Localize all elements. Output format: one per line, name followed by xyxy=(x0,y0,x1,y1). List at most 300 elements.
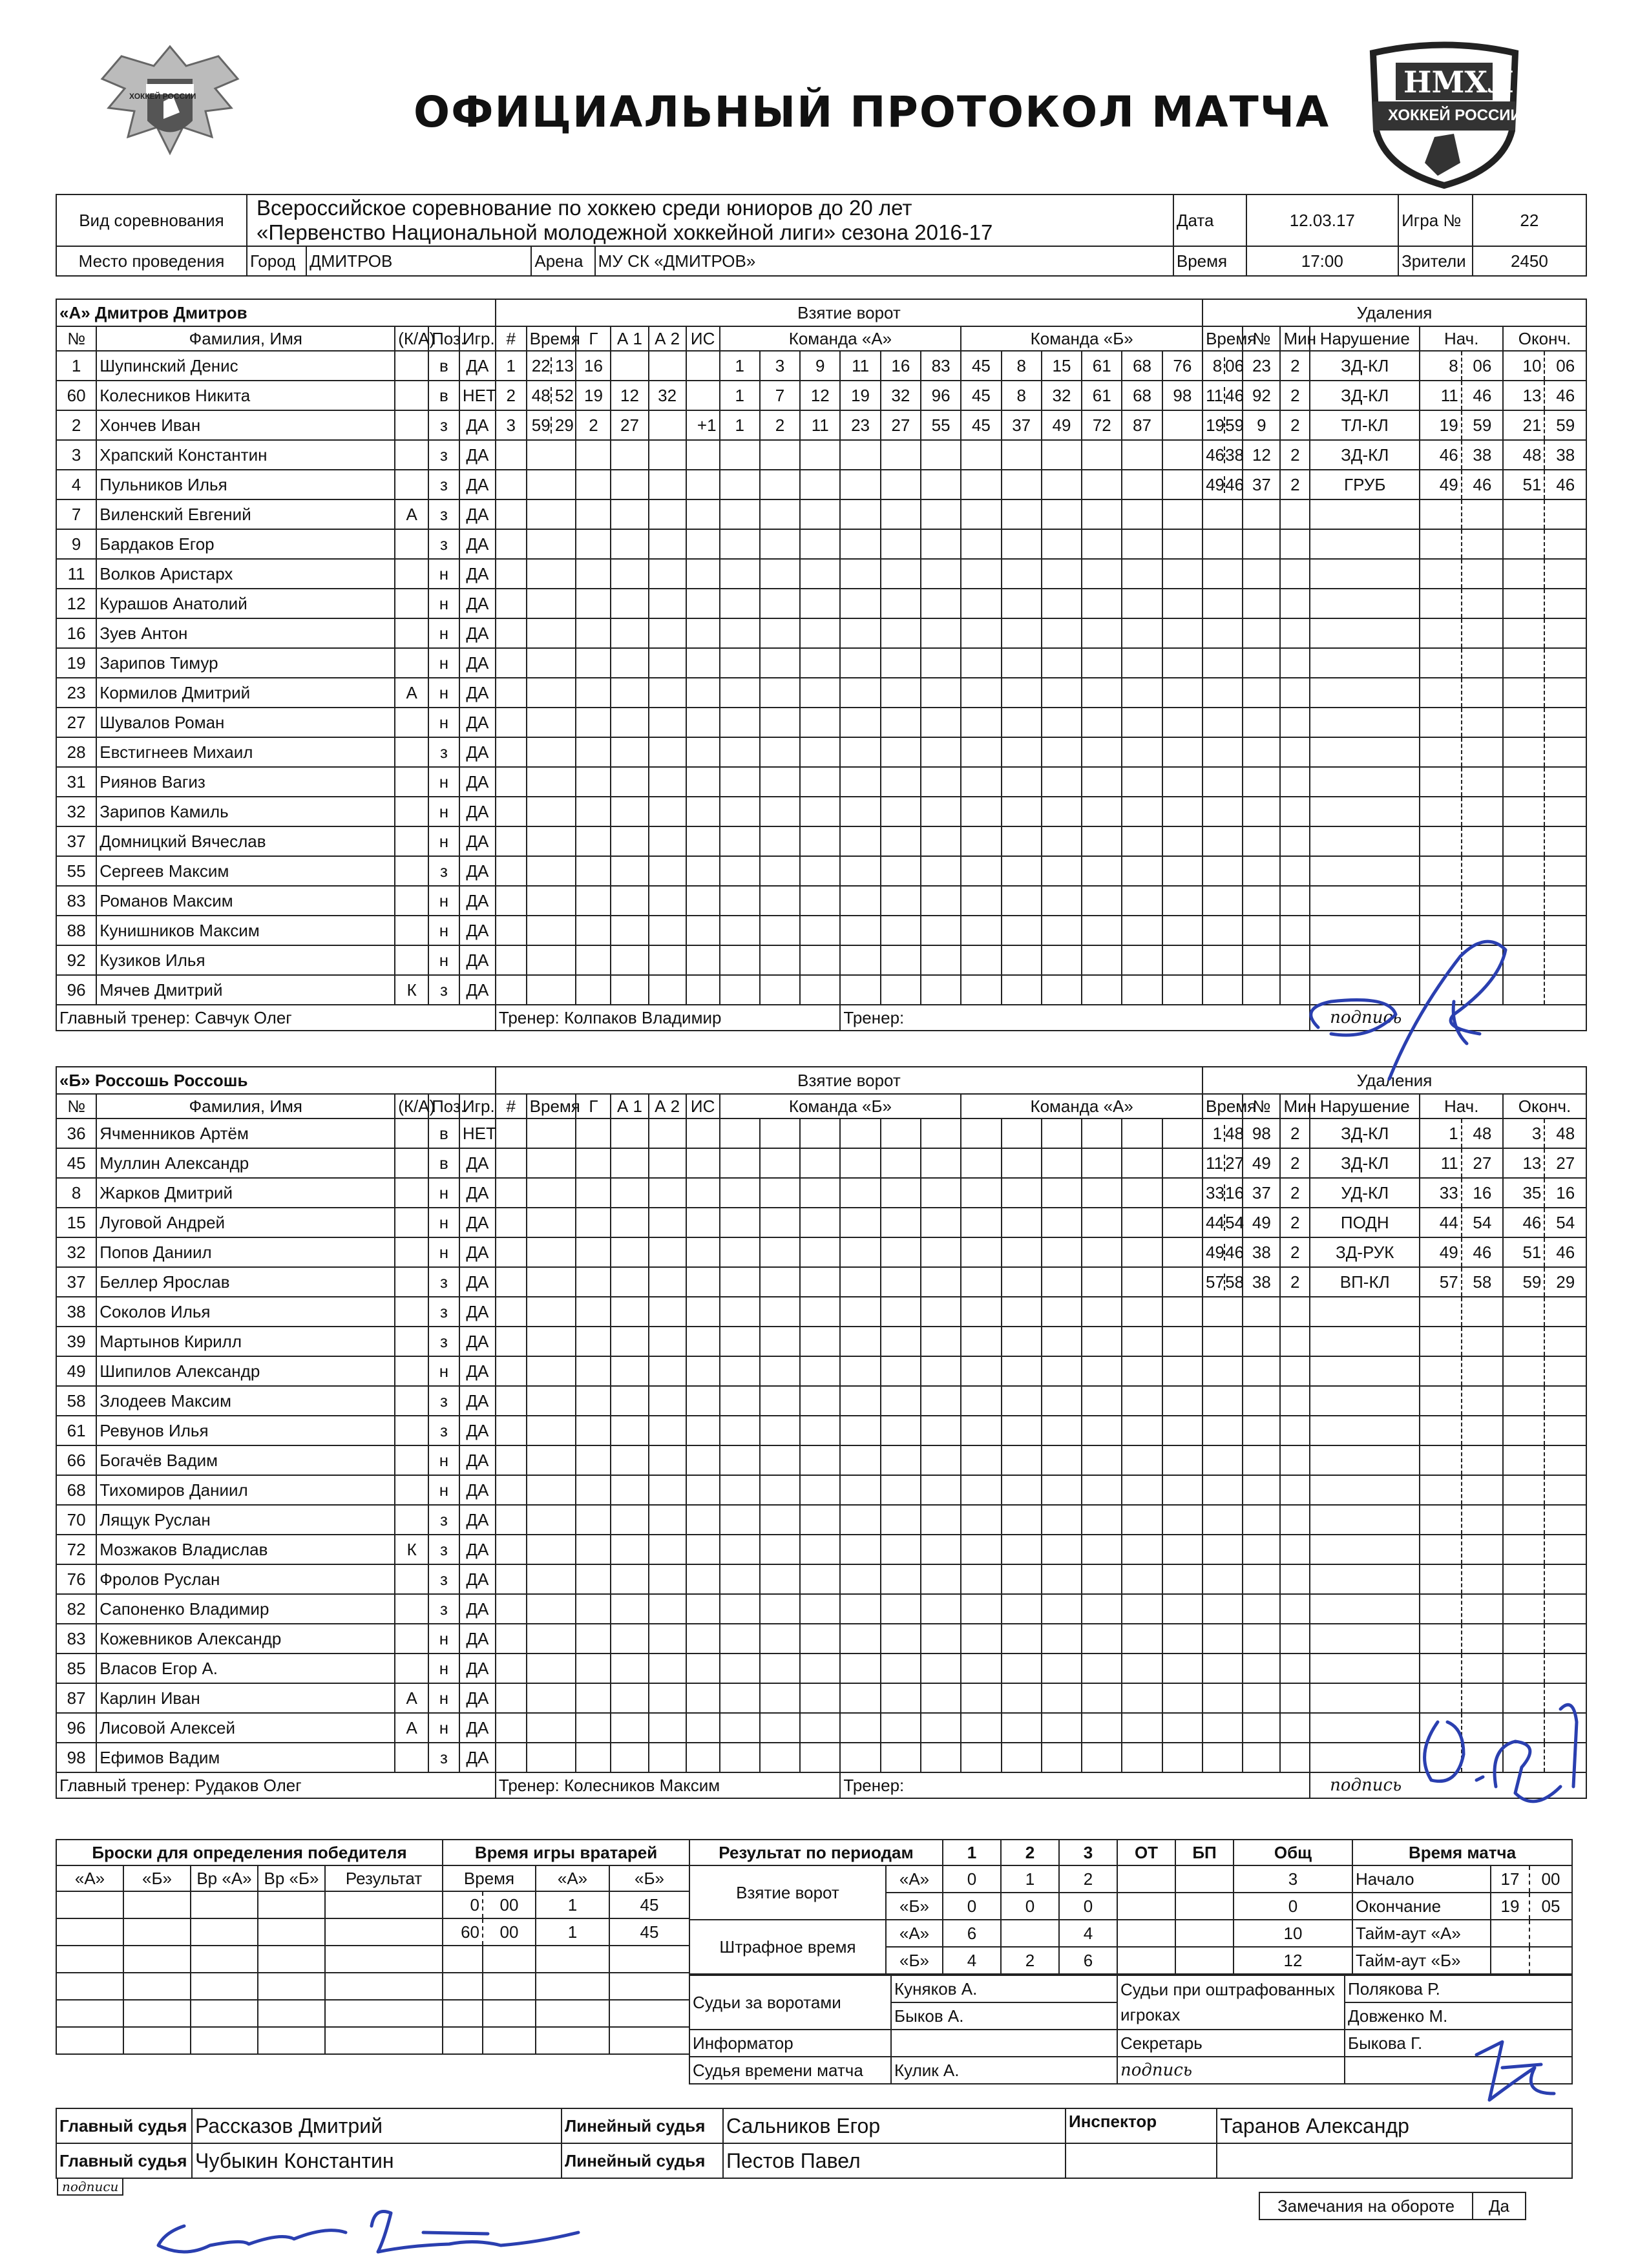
column-header: Команда «А» xyxy=(720,326,961,351)
goal-number: 3 xyxy=(496,410,527,440)
end-hours: 19 xyxy=(1491,1893,1529,1920)
onice-team-b xyxy=(961,1327,1001,1356)
goal-strength xyxy=(686,767,720,797)
penalty-minutes xyxy=(1280,1475,1310,1505)
goal-scorer: 2 xyxy=(576,410,611,440)
goals-a: 0 xyxy=(943,1865,1001,1893)
column-header: А 1 xyxy=(611,326,648,351)
penalty-start-sec xyxy=(1462,618,1503,648)
onice-team-a xyxy=(760,589,800,618)
penalty-minutes xyxy=(1280,1683,1310,1713)
penalty-minutes xyxy=(1280,1624,1310,1654)
penalty-end-sec xyxy=(1544,945,1586,975)
onice-team-b xyxy=(961,589,1001,618)
player-role xyxy=(395,856,428,886)
penalty-infraction xyxy=(1310,618,1420,648)
onice-team-b xyxy=(1002,1386,1042,1416)
onice-team-b xyxy=(1082,499,1122,529)
onice-team-a xyxy=(760,1654,800,1683)
player-row xyxy=(56,797,1586,826)
penalty-minutes xyxy=(1280,499,1310,529)
goal-time xyxy=(527,856,576,886)
player-position: н xyxy=(428,826,459,856)
goal-assist-2: 32 xyxy=(649,381,686,410)
goal-assist-2 xyxy=(649,1148,686,1178)
goal-time xyxy=(527,529,576,559)
goal-number xyxy=(496,1505,527,1535)
penalty-time-sec: 46 xyxy=(1225,386,1245,405)
player-number: 92 xyxy=(56,945,96,975)
player-row xyxy=(56,737,1586,767)
penalty-player xyxy=(1243,1297,1280,1327)
player-played: ДА xyxy=(459,975,496,1005)
player-played: ДА xyxy=(459,559,496,589)
onice-team-a xyxy=(760,648,800,678)
onice-team-a xyxy=(720,529,760,559)
player-played: ДА xyxy=(459,1178,496,1208)
goal-strength xyxy=(686,1683,720,1713)
goal-time xyxy=(527,1178,576,1208)
goal-scorer xyxy=(576,1178,611,1208)
onice-team-b xyxy=(1162,1356,1203,1386)
penalty-player xyxy=(1243,1505,1280,1535)
player-name: Беллер Ярослав xyxy=(96,1267,395,1297)
goal-number xyxy=(496,1118,527,1148)
onice-team-b xyxy=(1082,1267,1122,1297)
onice-team-b xyxy=(1002,1178,1042,1208)
onice-team-a xyxy=(760,975,800,1005)
penalty-end-sec: 38 xyxy=(1544,440,1586,470)
goal-number xyxy=(496,708,527,737)
onice-team-a xyxy=(840,975,880,1005)
chief-referee-2: Чубыкин Константин xyxy=(192,2143,562,2178)
nmhl-logo-band: ХОККЕЙ РОССИИ xyxy=(1388,107,1522,124)
player-name: Сапоненко Владимир xyxy=(96,1594,395,1624)
onice-team-b xyxy=(1162,1297,1203,1327)
timekeeper-label: Судья времени матча xyxy=(689,2057,891,2084)
head-coach: Главный тренер: Рудаков Олег xyxy=(56,1772,496,1798)
player-row xyxy=(56,1416,1586,1445)
onice-team-a xyxy=(921,1208,961,1237)
player-role xyxy=(395,470,428,499)
onice-team-a xyxy=(720,886,760,916)
goal-time xyxy=(527,708,576,737)
penalty-end-min xyxy=(1503,767,1544,797)
onice-team-b xyxy=(961,1118,1001,1148)
column-header: Время xyxy=(527,1094,576,1118)
penalty-infraction xyxy=(1310,856,1420,886)
goal-assist-2 xyxy=(649,1416,686,1445)
column-header: Поз. xyxy=(428,1094,459,1118)
onice-team-a xyxy=(840,1327,880,1356)
onice-team-a xyxy=(720,1475,760,1505)
onice-team-b xyxy=(961,945,1001,975)
penalty-end-sec xyxy=(1544,1594,1586,1624)
penalty-end-sec xyxy=(1544,1356,1586,1386)
onice-team-a xyxy=(800,1416,840,1445)
onice-team-b xyxy=(1162,1118,1203,1148)
goal-scorer: 19 xyxy=(576,381,611,410)
penalty-end-sec xyxy=(1544,559,1586,589)
onice-team-b xyxy=(1082,916,1122,945)
player-name: Волков Аристарх xyxy=(96,559,395,589)
penalty-player xyxy=(1243,1535,1280,1564)
player-position: н xyxy=(428,708,459,737)
onice-team-b xyxy=(1042,470,1082,499)
onice-team-b xyxy=(1162,767,1203,797)
penalty-time xyxy=(1203,1148,1243,1178)
goal-assist-1 xyxy=(611,648,648,678)
player-name: Власов Егор А. xyxy=(96,1654,395,1683)
onice-team-b: 15 xyxy=(1042,351,1082,381)
period-col: БП xyxy=(1175,1840,1234,1865)
secretary-label: Секретарь xyxy=(1117,2030,1345,2057)
penalty-start-sec xyxy=(1462,648,1503,678)
inspector-label: Инспектор xyxy=(1066,2108,1217,2143)
head-coach: Главный тренер: Савчук Олег xyxy=(56,1005,496,1031)
remarks-table xyxy=(1259,2192,1526,2220)
onice-team-b xyxy=(1002,618,1042,648)
goal-time xyxy=(527,945,576,975)
onice-team-a xyxy=(840,1297,880,1327)
onice-team-a xyxy=(800,1564,840,1594)
onice-team-a xyxy=(760,559,800,589)
player-position: н xyxy=(428,559,459,589)
onice-team-b xyxy=(1042,529,1082,559)
penalty-minutes xyxy=(1280,826,1310,856)
goal-strength xyxy=(686,1416,720,1445)
onice-team-a xyxy=(881,440,921,470)
player-row xyxy=(56,1267,1586,1297)
penalty-minutes xyxy=(1280,797,1310,826)
goal-time xyxy=(527,1535,576,1564)
player-number: 88 xyxy=(56,916,96,945)
goal-strength xyxy=(686,856,720,886)
player-role xyxy=(395,381,428,410)
goal-number xyxy=(496,1386,527,1416)
player-role xyxy=(395,1386,428,1416)
penalty-start-min: 1 xyxy=(1420,1118,1461,1148)
player-position: н xyxy=(428,1624,459,1654)
player-role xyxy=(395,1356,428,1386)
onice-team-b xyxy=(1002,1416,1042,1445)
onice-team-a: 23 xyxy=(840,410,880,440)
player-name: Шупинский Денис xyxy=(96,351,395,381)
goal-assist-2 xyxy=(649,529,686,559)
goal-time xyxy=(527,1416,576,1445)
column-header: Мин xyxy=(1280,326,1310,351)
penalty-minutes: 2 xyxy=(1280,440,1310,470)
onice-team-a xyxy=(921,945,961,975)
penalty-time xyxy=(1203,678,1243,708)
player-position: н xyxy=(428,1713,459,1743)
onice-team-a xyxy=(921,856,961,886)
goal-assist-2 xyxy=(649,975,686,1005)
player-name: Карлин Иван xyxy=(96,1683,395,1713)
onice-team-a xyxy=(840,1683,880,1713)
penalty-end-sec: 54 xyxy=(1544,1208,1586,1237)
player-row xyxy=(56,1475,1586,1505)
onice-team-a xyxy=(921,1327,961,1356)
player-role xyxy=(395,1208,428,1237)
penalty-start-sec xyxy=(1462,1654,1503,1683)
penalty-infraction xyxy=(1310,1564,1420,1594)
onice-team-a xyxy=(800,1654,840,1683)
goal-scorer xyxy=(576,1564,611,1594)
onice-team-a xyxy=(720,648,760,678)
team-a-label: «А» xyxy=(886,1920,943,1947)
player-name: Храпский Константин xyxy=(96,440,395,470)
penalty-start-sec xyxy=(1462,1505,1503,1535)
onice-team-b xyxy=(1162,1416,1203,1445)
onice-team-b xyxy=(1162,856,1203,886)
penalty-time xyxy=(1203,1445,1243,1475)
onice-team-b xyxy=(1122,856,1162,886)
player-row xyxy=(56,559,1586,589)
player-name: Пульников Илья xyxy=(96,470,395,499)
penalty-end-min xyxy=(1503,886,1544,916)
onice-team-b xyxy=(1042,618,1082,648)
goal-assist-1 xyxy=(611,440,648,470)
onice-team-b xyxy=(1042,886,1082,916)
goals-a: 2 xyxy=(1059,1865,1117,1893)
goals-a: 1 xyxy=(1001,1865,1059,1893)
onice-team-b xyxy=(961,1654,1001,1683)
onice-team-a xyxy=(840,1445,880,1475)
goal-assist-1 xyxy=(611,589,648,618)
player-position: в xyxy=(428,1148,459,1178)
player-position: з xyxy=(428,410,459,440)
player-played: ДА xyxy=(459,1594,496,1624)
onice-team-a xyxy=(760,916,800,945)
goal-strength xyxy=(686,797,720,826)
player-number: 82 xyxy=(56,1594,96,1624)
player-played: ДА xyxy=(459,708,496,737)
goal-time xyxy=(527,737,576,767)
onice-team-a xyxy=(720,1624,760,1654)
penalty-end-sec xyxy=(1544,648,1586,678)
onice-team-a xyxy=(921,1297,961,1327)
time-label: Время xyxy=(1173,246,1246,276)
spectators-value: 2450 xyxy=(1473,246,1586,276)
penalty-time xyxy=(1203,826,1243,856)
goal-strength xyxy=(686,916,720,945)
penalty-player: 49 xyxy=(1243,1208,1280,1237)
goal-strength xyxy=(686,1564,720,1594)
goal-scorer xyxy=(576,737,611,767)
penalty-player xyxy=(1243,589,1280,618)
goal-strength: +1 xyxy=(686,410,720,440)
player-row xyxy=(56,648,1586,678)
onice-team-a xyxy=(881,916,921,945)
goal-assist-2 xyxy=(649,1118,686,1148)
player-role: К xyxy=(395,975,428,1005)
onice-team-a xyxy=(760,1683,800,1713)
player-position: н xyxy=(428,916,459,945)
onice-team-a: 1 xyxy=(720,381,760,410)
player-position: н xyxy=(428,1208,459,1237)
goal-judge-2: Быков А. xyxy=(891,2002,1117,2030)
player-name: Муллин Александр xyxy=(96,1148,395,1178)
column-header: Г xyxy=(576,1094,611,1118)
onice-team-a xyxy=(800,618,840,648)
goal-assist-1 xyxy=(611,1445,648,1475)
onice-team-b xyxy=(1042,1148,1082,1178)
onice-team-a xyxy=(720,559,760,589)
goal-scorer xyxy=(576,559,611,589)
player-played: ДА xyxy=(459,886,496,916)
penalty-start-min: 11 xyxy=(1420,381,1461,410)
onice-team-b xyxy=(1122,916,1162,945)
player-played: ДА xyxy=(459,1505,496,1535)
onice-team-a xyxy=(720,1118,760,1148)
penalty-infraction xyxy=(1310,1297,1420,1327)
penalty-player xyxy=(1243,1743,1280,1772)
goal-assist-1 xyxy=(611,1683,648,1713)
onice-team-b: 98 xyxy=(1162,381,1203,410)
penalty-end-min xyxy=(1503,826,1544,856)
onice-team-a xyxy=(800,1208,840,1237)
onice-team-a xyxy=(921,648,961,678)
goal-scorer: 16 xyxy=(576,351,611,381)
penalty-infraction xyxy=(1310,797,1420,826)
onice-team-b xyxy=(1042,1535,1082,1564)
onice-team-a xyxy=(840,856,880,886)
match-time-title: Время матча xyxy=(1352,1840,1572,1865)
penalty-player xyxy=(1243,1624,1280,1654)
penalty-end-min xyxy=(1503,1445,1544,1475)
onice-team-a xyxy=(881,1208,921,1237)
onice-team-b xyxy=(1042,1683,1082,1713)
penalty-player: 9 xyxy=(1243,410,1280,440)
onice-team-b xyxy=(1082,826,1122,856)
onice-team-a xyxy=(840,1148,880,1178)
goal-strength xyxy=(686,440,720,470)
onice-team-b xyxy=(961,1178,1001,1208)
onice-team-a xyxy=(720,1267,760,1297)
penalty-minutes: 2 xyxy=(1280,410,1310,440)
player-position: з xyxy=(428,529,459,559)
penalty-minutes xyxy=(1280,1564,1310,1594)
player-number: 28 xyxy=(56,737,96,767)
onice-team-b xyxy=(1162,440,1203,470)
player-number: 36 xyxy=(56,1118,96,1148)
penalty-infraction xyxy=(1310,1475,1420,1505)
onice-team-a xyxy=(760,470,800,499)
penalty-minutes xyxy=(1280,678,1310,708)
onice-team-a xyxy=(800,856,840,886)
penalty-time xyxy=(1203,1386,1243,1416)
player-name: Курашов Анатолий xyxy=(96,589,395,618)
penalty-start-min xyxy=(1420,1445,1461,1475)
penalty-end-sec xyxy=(1544,1297,1586,1327)
player-name: Лящук Руслан xyxy=(96,1505,395,1535)
goal-strength xyxy=(686,499,720,529)
onice-team-a xyxy=(921,1237,961,1267)
onice-team-b xyxy=(1002,1237,1042,1267)
penalty-start-min: 49 xyxy=(1420,470,1461,499)
onice-team-a xyxy=(840,1654,880,1683)
onice-team-b xyxy=(1002,470,1042,499)
penalty-end-sec xyxy=(1544,975,1586,1005)
penalty-infraction: УД-КЛ xyxy=(1310,1178,1420,1208)
player-played: ДА xyxy=(459,1624,496,1654)
onice-team-a xyxy=(921,916,961,945)
onice-team-a xyxy=(881,1743,921,1772)
penalty-start-sec: 46 xyxy=(1462,470,1503,499)
penalty-time-sec: 06 xyxy=(1225,356,1245,375)
player-name: Жарков Дмитрий xyxy=(96,1178,395,1208)
onice-team-b xyxy=(1162,916,1203,945)
onice-team-b xyxy=(1162,1237,1203,1267)
goal-assist-2 xyxy=(649,1386,686,1416)
player-role xyxy=(395,1327,428,1356)
goal-time xyxy=(527,351,576,381)
game-number-label: Игра № xyxy=(1398,194,1473,246)
player-number: 70 xyxy=(56,1505,96,1535)
penalty-time xyxy=(1203,470,1243,499)
goal-strength xyxy=(686,886,720,916)
penalty-start-min xyxy=(1420,1416,1461,1445)
player-number: 58 xyxy=(56,1386,96,1416)
onice-team-a xyxy=(921,1594,961,1624)
penalty-end-sec xyxy=(1544,767,1586,797)
onice-team-b xyxy=(1042,678,1082,708)
signature-team-b xyxy=(1412,1683,1593,1819)
onice-team-a xyxy=(840,559,880,589)
player-role xyxy=(395,1237,428,1267)
onice-team-b xyxy=(1042,1445,1082,1475)
goal-scorer xyxy=(576,1683,611,1713)
player-name: Кормилов Дмитрий xyxy=(96,678,395,708)
penalty-player xyxy=(1243,797,1280,826)
goal-time xyxy=(527,1564,576,1594)
player-row xyxy=(56,826,1586,856)
penalty-player xyxy=(1243,559,1280,589)
goals-a xyxy=(1175,1865,1234,1893)
penalty-minutes: 2 xyxy=(1280,1267,1310,1297)
penalty-start-sec xyxy=(1462,589,1503,618)
player-played: ДА xyxy=(459,797,496,826)
player-number: 31 xyxy=(56,767,96,797)
player-row xyxy=(56,1118,1586,1148)
onice-team-a xyxy=(840,1178,880,1208)
onice-team-a xyxy=(840,1386,880,1416)
player-position: н xyxy=(428,1237,459,1267)
onice-team-a xyxy=(800,1386,840,1416)
nmhl-logo-text: НМХЛ xyxy=(1403,65,1514,100)
onice-team-b xyxy=(1042,1416,1082,1445)
player-position: н xyxy=(428,945,459,975)
onice-team-a xyxy=(840,797,880,826)
penalty-player xyxy=(1243,678,1280,708)
player-name: Евстигнеев Михаил xyxy=(96,737,395,767)
goal-assist-1 xyxy=(611,1208,648,1237)
penalty-time xyxy=(1203,975,1243,1005)
onice-team-b xyxy=(1042,916,1082,945)
penalty-start-sec xyxy=(1462,1445,1503,1475)
penalty-start-min xyxy=(1420,589,1461,618)
goal-number xyxy=(496,1416,527,1445)
onice-team-b xyxy=(1122,1475,1162,1505)
player-role xyxy=(395,916,428,945)
onice-team-a xyxy=(840,737,880,767)
page-title: ОФИЦИАЛЬНЫЙ ПРОТОКОЛ МАТЧА xyxy=(414,87,1330,137)
onice-team-b xyxy=(1042,559,1082,589)
goal-time xyxy=(527,440,576,470)
penalty-start-min xyxy=(1420,499,1461,529)
shootout-title: Броски для определения победителя xyxy=(56,1840,443,1865)
